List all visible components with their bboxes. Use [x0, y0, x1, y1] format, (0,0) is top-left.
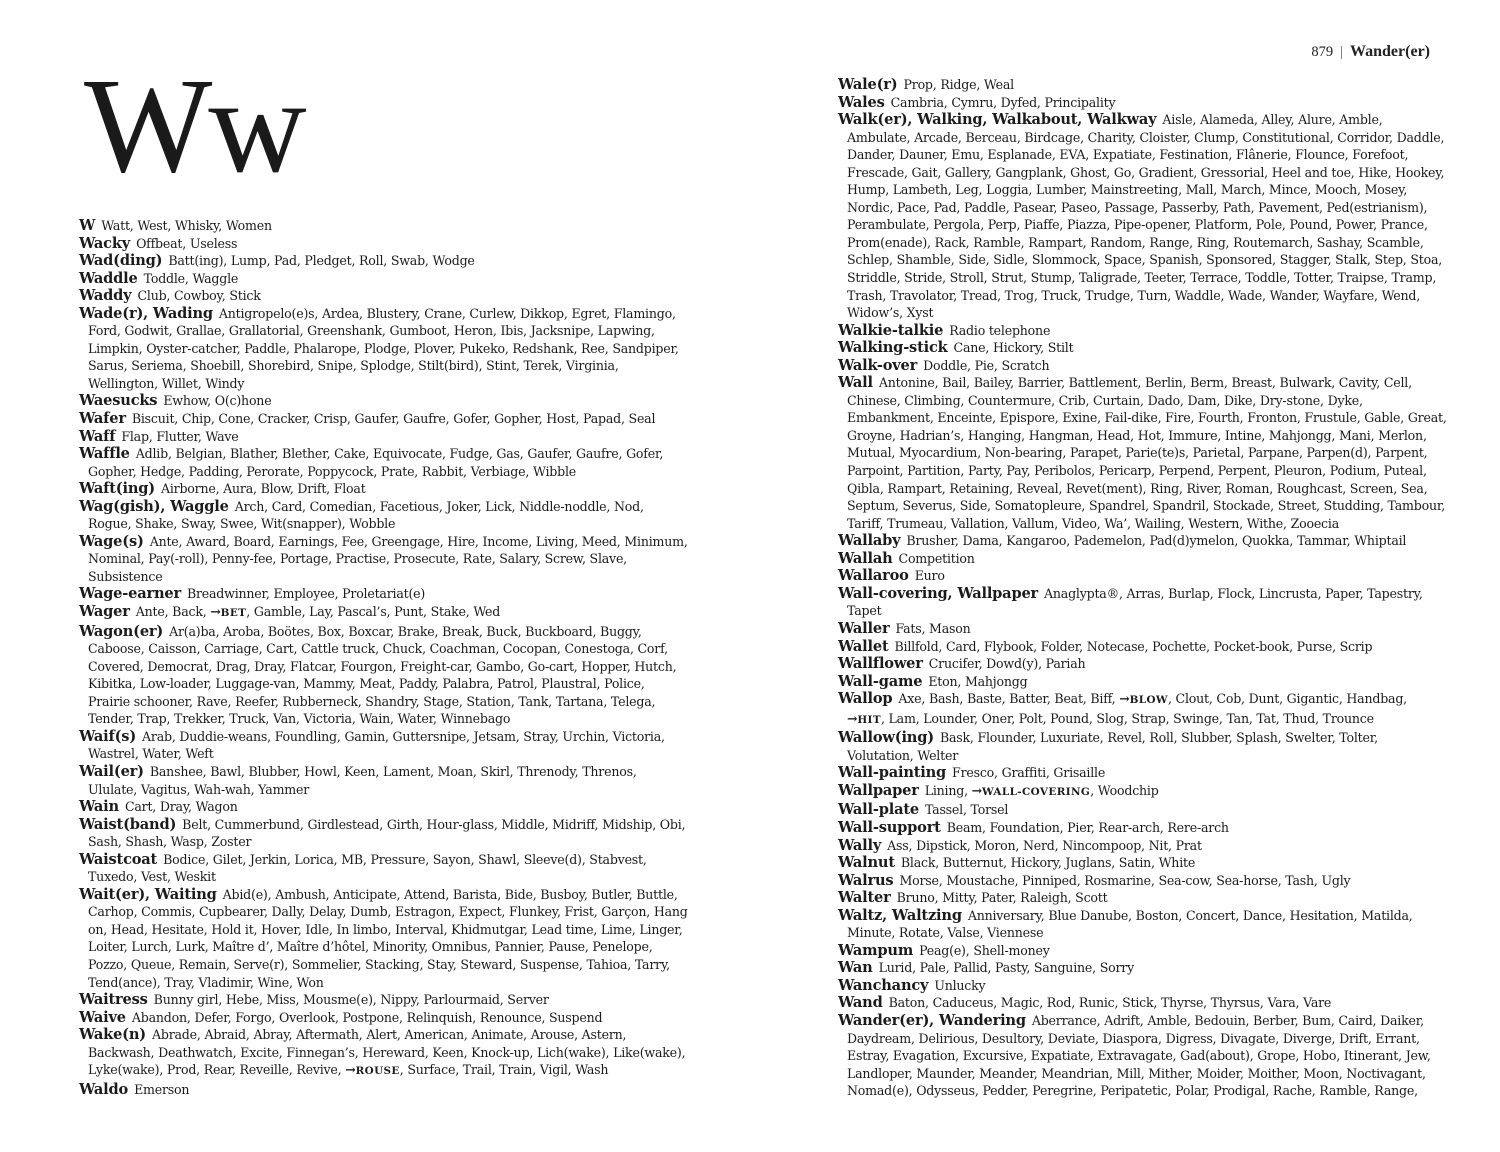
dictionary-entry — [79, 445, 689, 480]
entry-definitions: Bunny girl, Hebe, Miss, Mousme(e), Nippy, Parlourmaid, Server — [153, 992, 549, 1008]
entry-definitions: Club, Cowboy, Stick — [137, 288, 261, 304]
entry-definitions-continued: , Woodchip — [1090, 782, 1159, 798]
entry-headword: Wales — [838, 93, 885, 111]
entry-definitions: Ante, Back, — [135, 604, 211, 620]
dictionary-entry — [838, 585, 1448, 620]
header-separator: | — [1340, 44, 1344, 60]
entry-definitions: Arab, Duddie-weans, Foundling, Gamin, Guttersnipe, Jetsam, Stray, Urchin, Victoria, Wastrel, Water, Weft — [88, 728, 665, 762]
dictionary-entry — [838, 673, 1448, 691]
entry-definitions: Emerson — [134, 1081, 190, 1097]
entry-definitions: Aisle, Alameda, Alley, Alure, Amble, Ambulate, Arcade, Berceau, Birdcage, Charity, Cloister, Clump, Constitutional, Corridor, Daddle, Dander, Dauner, Emu, Esplanade, EVA, Expatiate, Festination, Flânerie, Flounce, Forefoot, Frescade, Gait, Gallery, Gangplank, Ghost, Go, Gradient, Gressorial, Heel and toe, Hike, Hookey, Hump, Lambeth, Leg, Loggia, Lumber, Mainstreeting, Mall, March, Mince, Mooch, Mosey, Nordic, Pace, Pad, Paddle, Pasear, Paseo, Passage, Passerby, Path, Pavement, Ped(estrianism), Perambulate, Pergola, Perp, Piaffe, Piazza, Pipe-opener, Platform, Pole, Pound, Power, Prance, Prom(enade), Rack, Ramble, Rampart, Random, Range, Ring, Routemarch, Sashay, Scamble, Schlep, Shamble, Side, Sidle, Slommock, Space, Spanish, Sponsored, Stagger, Stalk, Step, Stoa, Striddle, Stride, Stroll, Strut, Stump, Taligrade, Teeter, Terrace, Toddle, Totter, Traipse, Tramp, Trash, Travolator, Tread, Trog, Truck, Trudge, Turn, Waddle, Wade, Wander, Wayfare, Wend, Widow’s, Xyst — [847, 112, 1445, 321]
dictionary-entry — [79, 991, 689, 1009]
entry-headword: Wanchancy — [838, 976, 929, 994]
entry-definitions: Cart, Dray, Wagon — [124, 799, 238, 815]
dictionary-entry — [79, 392, 689, 410]
entry-definitions-continued: , Gamble, Lay, Pascal’s, Punt, Stake, Wed — [246, 604, 501, 620]
dictionary-entry — [838, 942, 1448, 960]
entry-headword: Wall-painting — [838, 764, 947, 782]
cross-reference: BET — [220, 607, 247, 620]
entry-definitions: Ewhow, O(c)hone — [163, 393, 272, 409]
entry-definitions: Eton, Mahjongg — [928, 673, 1028, 689]
entry-definitions: Unlucky — [934, 977, 986, 993]
entry-headword: Waff — [79, 427, 116, 445]
entry-definitions: Peag(e), Shell-money — [919, 942, 1050, 958]
dictionary-entry — [838, 801, 1448, 819]
dictionary-entry — [838, 854, 1448, 872]
dictionary-entry — [79, 533, 689, 586]
dictionary-entry — [838, 532, 1448, 550]
entry-definitions: Breadwinner, Employee, Proletariat(e) — [186, 586, 426, 602]
dictionary-entry — [838, 1012, 1448, 1100]
dictionary-entry — [79, 798, 689, 816]
entry-definitions: Fats, Mason — [895, 620, 971, 636]
entry-definitions-continued: , Clout, Cob, Dunt, Gigantic, Handbag, — [1167, 691, 1407, 707]
entry-headword: Wallpaper — [838, 781, 919, 799]
cross-reference: WALL-COVERING — [982, 785, 1091, 798]
cross-reference: ROUSE — [355, 1065, 400, 1078]
entry-headword: Wait(er), Waiting — [79, 885, 217, 903]
running-head: Wander(er) — [1350, 43, 1430, 60]
entry-headword: W — [79, 217, 96, 234]
entry-headword: Walrus — [838, 871, 894, 889]
dictionary-entry — [79, 498, 689, 533]
dictionary-entry — [79, 305, 689, 393]
dictionary-entry — [838, 357, 1448, 375]
cross-reference-arrow-icon: → — [847, 710, 858, 726]
dictionary-entry — [838, 907, 1448, 942]
entry-definitions: Offbeat, Useless — [136, 235, 238, 251]
entry-definitions: Cane, Hickory, Stilt — [953, 340, 1074, 356]
entry-headword: Wand — [838, 994, 883, 1012]
entry-definitions: Batt(ing), Lump, Pad, Pledget, Roll, Swab, Wodge — [168, 253, 475, 269]
entry-headword: Waft(ing) — [79, 480, 155, 498]
entry-headword: Wail(er) — [79, 762, 144, 780]
entry-headword: Wall-support — [838, 818, 941, 836]
entry-definitions: Antonine, Bail, Bailey, Barrier, Battlement, Berlin, Berm, Breast, Bulwark, Cavity, Cell, Chinese, Climbing, Countermure, Crib, Curtain, Dado, Dam, Dike, Dry-stone, Dyke, Embankment, Enceinte, Epispore, Exine, Fail-dike, Fire, Fourth, Fronton, Frustule, Gable, Great, Groyne, Hadrian’s, Hanging, Hangman, Head, Hot, Immure, Intine, Mahjongg, Mani, Merlon, Mutual, Myocardium, Non-bearing, Parapet, Parie(te)s, Parietal, Parpane, Parpen(d), Parpent, Parpoint, Partition, Party, Pay, Peribolos, Pericarp, Perpend, Perpent, Pleuron, Podium, Puteal, Qibla, Rampart, Retaining, Reveal, Revet(ment), Ring, River, Roman, Roughcast, Screen, Sea, Septum, Severus, Side, Somatopleure, Spandrel, Spandril, Stockade, Street, Studding, Tambour, Tariff, Trumeau, Vallation, Vallum, Video, Wa’, Wailing, Western, Withe, Zooecia — [847, 375, 1447, 531]
entry-definitions: Tassel, Torsel — [924, 802, 1009, 818]
dictionary-entry — [79, 480, 689, 498]
page-header — [1311, 43, 1430, 61]
entry-headword: Walkie-talkie — [838, 321, 944, 339]
dictionary-entry — [838, 690, 1448, 729]
entry-definitions: Doddle, Pie, Scratch — [923, 357, 1050, 373]
entry-headword: Wade(r), Wading — [79, 304, 213, 322]
entry-definitions: Abid(e), Ambush, Anticipate, Attend, Barista, Bide, Busboy, Butler, Buttle, Carhop, Commis, Cupbearer, Dally, Delay, Dumb, Estragon, Expect, Flunkey, Frist, Garçon, Hang on, Head, Hesitate, Hold it, Hover, Idle, In limbo, Interval, Khidmutgar, Lead time, Lime, Linger, Loiter, Lurch, Lurk, Maître d’, Maître d’hôtel, Minority, Omnibus, Pannier, Pause, Penelope, Pozzo, Queue, Remain, Serve(r), Sommelier, Stacking, Stay, Steward, Suspense, Tahioa, Tarry, Tend(ance), Tray, Vladimir, Wine, Won — [88, 886, 688, 990]
dictionary-entry — [838, 638, 1448, 656]
entry-headword: Wall — [838, 374, 873, 392]
entry-headword: Wan — [838, 959, 873, 977]
entry-headword: Walk(er), Walking, Walkabout, Walkway — [838, 111, 1157, 129]
entry-headword: Wager — [79, 603, 130, 621]
entry-headword: Wage-earner — [79, 585, 181, 603]
page-number: 879 — [1311, 44, 1334, 60]
entry-definitions: Euro — [914, 568, 945, 584]
entry-definitions: Toddle, Waggle — [143, 270, 239, 286]
entry-headword: Waitress — [79, 991, 148, 1009]
entry-definitions: Axe, Bash, Baste, Batter, Beat, Biff, — [898, 691, 1120, 707]
dictionary-entry — [79, 410, 689, 428]
cross-reference-arrow-icon: → — [1119, 691, 1130, 707]
entry-headword: Waddle — [79, 269, 138, 287]
entry-definitions: Anaglypta®, Arras, Burlap, Flock, Lincrusta, Paper, Tapestry, Tapet — [847, 585, 1423, 619]
entry-definitions: Billfold, Card, Flybook, Folder, Notecase, Pochette, Pocket-book, Purse, Scrip — [894, 638, 1373, 654]
entry-headword: Wallflower — [838, 655, 923, 673]
entry-headword: Waive — [79, 1008, 126, 1026]
entry-definitions: Antigropelo(e)s, Ardea, Blustery, Crane, Curlew, Dikkop, Egret, Flamingo, Ford, Godwit, Grallae, Grallatorial, Greenshank, Gumboot, Heron, Ibis, Jacksnipe, Lapwing, Limpkin, Oyster-catcher, Paddle, Phalarope, Plodge, Plover, Pukeko, Redshank, Ree, Sandpiper, Sarus, Seriema, Shoebill, Shorebird, Snipe, Splodge, Stilt(bird), Stint, Terek, Virginia, Wellington, Willet, Windy — [88, 305, 679, 391]
entry-headword: Wag(gish), Waggle — [79, 497, 229, 515]
entry-definitions: Biscuit, Chip, Cone, Cracker, Crisp, Gaufer, Gaufre, Gofer, Gopher, Host, Papad, Seal — [131, 411, 656, 427]
dictionary-entry — [79, 816, 689, 851]
entry-definitions: Competition — [898, 550, 975, 566]
dictionary-entry — [838, 764, 1448, 782]
entry-headword: Wad(ding) — [79, 252, 163, 270]
entry-headword: Waldo — [79, 1080, 129, 1098]
cross-reference-arrow-icon: → — [345, 1062, 356, 1078]
entry-definitions: Banshee, Bawl, Blubber, Howl, Keen, Lament, Moan, Skirl, Threnody, Threnos, Ululate, Vagitus, Wah-wah, Yammer — [88, 763, 637, 797]
cross-reference-arrow-icon: → — [971, 782, 982, 798]
entry-headword: Wagon(er) — [79, 622, 164, 640]
entry-headword: Waltz, Waltzing — [838, 906, 962, 924]
entry-headword: Wall-covering, Wallpaper — [838, 584, 1039, 602]
entry-definitions: Ass, Dipstick, Moron, Nerd, Nincompoop, Nit, Prat — [887, 837, 1202, 853]
dictionary-entry — [79, 287, 689, 305]
entry-headword: Wacky — [79, 234, 131, 252]
entry-definitions: Ar(a)ba, Aroba, Boötes, Box, Boxcar, Brake, Break, Buck, Buckboard, Buggy, Caboose, Caisson, Carriage, Cart, Cattle truck, Chuck, Coachman, Cocopan, Conestoga, Corf, Covered, Democrat, Drag, Dray, Flatcar, Fourgon, Freight-car, Gambo, Go-cart, Hopper, Hutch, Kibitka, Low-loader, Luggage-van, Mammy, Meat, Paddy, Palabra, Patrol, Plaustral, Police, Prairie schooner, Rave, Reefer, Rubberneck, Shandry, Stage, Station, Tank, Tartana, Telega, Tender, Trap, Trekker, Truck, Van, Victoria, Wain, Water, Winnebago — [88, 623, 677, 727]
entry-headword: Waif(s) — [79, 727, 137, 745]
dictionary-entry — [79, 585, 689, 603]
dictionary-entry — [838, 959, 1448, 977]
dictionary-entry — [838, 819, 1448, 837]
entry-headword: Wain — [79, 798, 119, 816]
entry-headword: Wallop — [838, 690, 893, 708]
dictionary-entry — [79, 1081, 689, 1099]
entry-definitions: Lining, — [924, 782, 972, 798]
dictionary-entry — [79, 252, 689, 270]
entry-definitions: Beam, Foundation, Pier, Rear-arch, Rere-arch — [946, 819, 1229, 835]
entry-definitions: Flap, Flutter, Wave — [121, 428, 239, 444]
entry-definitions: Aberrance, Adrift, Amble, Bedouin, Berber, Bum, Caird, Daiker, Daydream, Delirious, Desultory, Deviate, Diaspora, Digress, Divagate, Diverge, Drift, Errant, Estray, Evagation, Excursive, Expatiate, Extravagate, Gad(about), Grope, Hobo, Itinerant, Jew, Landloper, Maunder, Meander, Meandrian, Mill, Mither, Moider, Moither, Moon, Noctivagant, Nomad(e), Odysseus, Pedder, Peregrine, Peripatetic, Polar, Prodigal, Rache, Ramble, Range, — [847, 1012, 1431, 1099]
cross-reference: HIT — [857, 713, 881, 726]
dictionary-entry — [838, 567, 1448, 585]
entry-headword: Waistcoat — [79, 850, 158, 868]
dictionary-entry — [838, 837, 1448, 855]
section-letter: Ww — [84, 51, 303, 201]
dictionary-entry — [838, 76, 1448, 94]
entry-definitions: Crucifer, Dowd(y), Pariah — [928, 656, 1086, 672]
dictionary-entry — [79, 1026, 689, 1081]
entry-headword: Wall-plate — [838, 801, 919, 819]
entry-headword: Waller — [838, 619, 890, 637]
cross-reference-arrow-icon: → — [210, 604, 221, 620]
entry-definitions: Arch, Card, Comedian, Facetious, Joker, Lick, Niddle-noddle, Nod, Rogue, Shake, Sway, Swee, Wit(snapper), Wobble — [88, 498, 644, 532]
dictionary-entry — [838, 872, 1448, 890]
dictionary-entry — [79, 217, 689, 235]
entry-definitions: Cambria, Cymru, Dyfed, Principality — [890, 94, 1116, 110]
entry-definitions: Abrade, Abraid, Abray, Aftermath, Alert, American, Animate, Arouse, Astern, Backwash, Deathwatch, Excite, Finnegan’s, Hereward, Keen, Knock-up, Lich(wake), Like(wake), Lyke(wake), Prod, Rear, Reveille, Revive, — [88, 1027, 686, 1078]
entry-headword: Wake(n) — [79, 1026, 146, 1044]
entry-headword: Wander(er), Wandering — [838, 1011, 1026, 1029]
dictionary-entry — [79, 623, 689, 728]
entry-headword: Wallaroo — [838, 567, 909, 585]
entry-definitions: Baton, Caduceus, Magic, Rod, Runic, Stick, Thyrse, Thyrsus, Vara, Vare — [888, 995, 1332, 1011]
entry-definitions: Ante, Award, Board, Earnings, Fee, Greengage, Hire, Income, Living, Meed, Minimum, Nominal, Pay(-roll), Penny-fee, Portage, Practise, Prosecute, Rate, Salary, Screw, Slave, Subsistence — [88, 533, 688, 584]
entry-headword: Walter — [838, 889, 891, 907]
dictionary-entry — [838, 550, 1448, 568]
entry-headword: Wall-game — [838, 672, 923, 690]
entry-headword: Walking-stick — [838, 339, 948, 357]
cross-reference: BLOW — [1129, 694, 1168, 707]
entry-definitions: Anniversary, Blue Danube, Boston, Concert, Dance, Hesitation, Matilda, Minute, Rotate, Valse, Viennese — [847, 907, 1413, 941]
entry-definitions: Prop, Ridge, Weal — [903, 77, 1014, 92]
dictionary-entry — [838, 374, 1448, 532]
entry-definitions: Fresco, Graffiti, Grisaille — [952, 765, 1106, 781]
entry-headword: Waist(band) — [79, 815, 177, 833]
dictionary-entry — [838, 322, 1448, 340]
dictionary-entry — [838, 782, 1448, 802]
entry-definitions: Lurid, Pale, Pallid, Pasty, Sanguine, Sorry — [878, 960, 1134, 976]
entry-definitions: Adlib, Belgian, Blather, Blether, Cake, Equivocate, Fudge, Gas, Gaufer, Gaufre, Gofer, Gopher, Hedge, Padding, Perorate, Poppycock, Prate, Rabbit, Verbiage, Wibble — [88, 446, 664, 479]
entry-definitions: Radio telephone — [949, 322, 1051, 338]
entry-headword: Wally — [838, 836, 882, 854]
entry-definitions: Bask, Flounder, Luxuriate, Revel, Roll, Slubber, Splash, Swelter, Tolter, Volutation, Welter — [847, 730, 1378, 763]
dictionary-entry — [838, 339, 1448, 357]
entry-headword: Waffle — [79, 445, 130, 463]
entry-definitions: Watt, West, Whisky, Women — [101, 218, 272, 233]
dictionary-entry — [79, 728, 689, 763]
dictionary-entry — [79, 1009, 689, 1027]
entry-definitions-continued: , Lam, Lounder, Oner, Polt, Pound, Slog, Strap, Swinge, Tan, Tat, Thud, Trounce — [880, 710, 1374, 726]
entry-headword: Wafer — [79, 410, 126, 428]
entry-headword: Wallet — [838, 637, 889, 655]
entry-headword: Walnut — [838, 854, 895, 872]
entry-headword: Wale(r) — [838, 76, 898, 93]
dictionary-entry — [79, 886, 689, 991]
dictionary-entry — [79, 603, 689, 623]
entry-headword: Walk-over — [838, 356, 918, 374]
dictionary-entry — [838, 620, 1448, 638]
entry-headword: Wampum — [838, 941, 914, 959]
dictionary-entry — [838, 889, 1448, 907]
entry-headword: Wallow(ing) — [838, 729, 934, 747]
dictionary-entry — [79, 235, 689, 253]
entry-definitions: Airborne, Aura, Blow, Drift, Float — [160, 481, 366, 497]
entry-definitions-continued: , Surface, Trail, Train, Vigil, Wash — [399, 1062, 609, 1078]
entry-headword: Waesucks — [79, 392, 158, 410]
entry-headword: Wage(s) — [79, 532, 144, 550]
dictionary-entry — [79, 763, 689, 798]
entry-definitions: Bodice, Gilet, Jerkin, Lorica, MB, Pressure, Sayon, Shawl, Sleeve(d), Stabvest, Tuxedo, Vest, Weskit — [88, 851, 647, 885]
dictionary-entry — [838, 729, 1448, 764]
entry-definitions: Morse, Moustache, Pinniped, Rosmarine, Sea-cow, Sea-horse, Tash, Ugly — [899, 872, 1351, 888]
entry-definitions: Black, Butternut, Hickory, Juglans, Satin, White — [900, 855, 1196, 871]
dictionary-entry — [838, 977, 1448, 995]
dictionary-entry — [838, 111, 1448, 322]
entry-definitions: Belt, Cummerbund, Girdlestead, Girth, Hour-glass, Middle, Midriff, Midship, Obi, Sash, Shash, Wasp, Zoster — [88, 816, 686, 850]
dictionary-entry — [79, 270, 689, 288]
dictionary-entry — [79, 428, 689, 446]
entry-headword: Waddy — [79, 287, 132, 305]
dictionary-entry — [838, 655, 1448, 673]
entry-definitions: Abandon, Defer, Forgo, Overlook, Postpone, Relinquish, Renounce, Suspend — [131, 1009, 603, 1025]
dictionary-entry — [838, 994, 1448, 1012]
dictionary-entry — [838, 94, 1448, 112]
left-column — [79, 217, 689, 1098]
entry-headword: Wallah — [838, 549, 893, 567]
dictionary-entry — [79, 851, 689, 886]
entry-definitions: Brusher, Dama, Kangaroo, Pademelon, Pad(d)ymelon, Quokka, Tammar, Whiptail — [906, 533, 1407, 549]
entry-headword: Wallaby — [838, 532, 901, 550]
right-column — [838, 76, 1448, 1100]
entry-definitions: Bruno, Mitty, Pater, Raleigh, Scott — [896, 890, 1108, 906]
